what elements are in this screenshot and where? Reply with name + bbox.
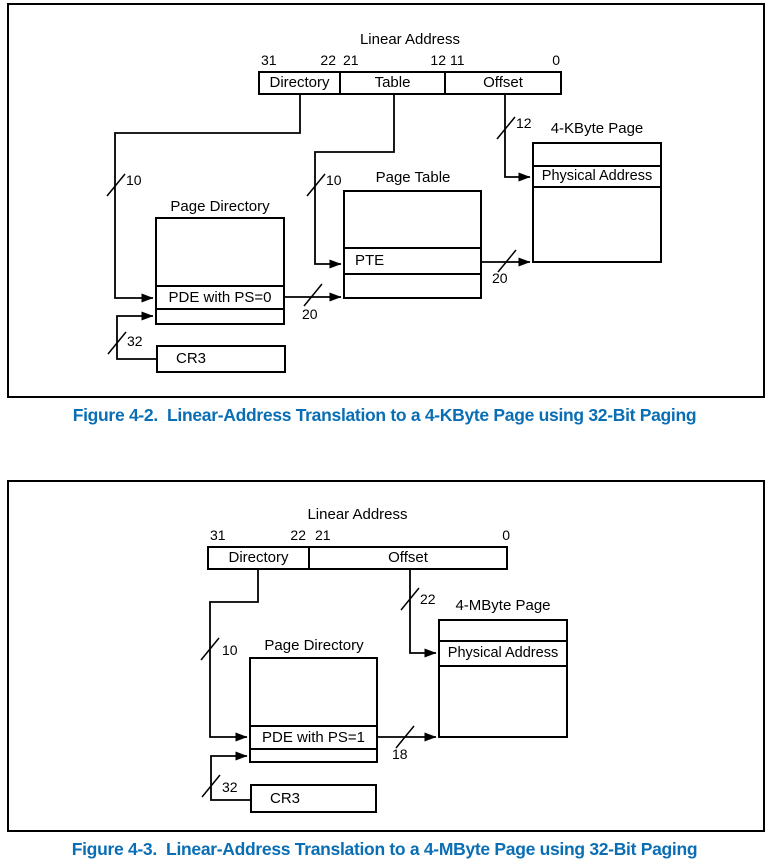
- fig42-buswidth-offset: 12: [516, 115, 532, 131]
- fig42-physical-address-row: Physical Address: [541, 168, 653, 184]
- fig42-buswidth-pde-out: 20: [302, 306, 318, 322]
- fig42-linear-address-title: Linear Address: [359, 31, 461, 48]
- fig42-4kbyte-page-box: [532, 142, 662, 263]
- fig42-pd-divider-bottom: [157, 308, 283, 310]
- fig42-bit-21: 21: [343, 52, 359, 68]
- fig43-linear-address-title: Linear Address: [307, 506, 408, 523]
- fig43-buswidth-pde-out: 18: [392, 746, 408, 762]
- fig42-caption: Figure 4-2. Linear-Address Translation to a 4-KByte Page using 32-Bit Paging: [72, 405, 697, 425]
- fig43-pde-row: PDE with PS=1: [262, 729, 365, 746]
- fig43-cr3-label: CR3: [270, 790, 301, 807]
- fig43-linear-address-box: [207, 546, 508, 570]
- fig43-page-directory-title: Page Directory: [264, 637, 364, 654]
- fig42-bit-22: 22: [320, 52, 336, 68]
- fig43-cr3-box: [250, 784, 377, 813]
- fig43-buswidth-offset: 22: [420, 591, 436, 607]
- fig42-buswidth-pte-out: 20: [492, 270, 508, 286]
- fig42-pt-divider-bottom: [345, 273, 480, 275]
- figure-4-3-frame: [7, 480, 765, 832]
- fig42-field-table: Table: [339, 73, 444, 93]
- fig43-page-title: 4-MByte Page: [455, 597, 551, 614]
- fig42-linear-address-box: [258, 71, 562, 95]
- fig42-pde-row: PDE with PS=0: [168, 289, 272, 306]
- fig42-page-table-box: [343, 190, 482, 299]
- fig42-buswidth-table: 10: [326, 172, 342, 188]
- fig43-page-directory-box: [249, 657, 378, 763]
- fig42-pte-row: PTE: [355, 252, 385, 269]
- fig43-buswidth-cr3: 32: [222, 779, 238, 795]
- fig42-bit-11: 11: [450, 52, 465, 68]
- fig42-cr3-box: [156, 345, 286, 373]
- fig43-physical-address-row: Physical Address: [447, 645, 559, 661]
- fig43-caption: Figure 4-3. Linear-Address Translation to a 4-MByte Page using 32-Bit Paging: [71, 839, 698, 859]
- fig43-field-directory: Directory: [228, 549, 289, 566]
- fig43-pd-divider-bottom: [251, 748, 376, 750]
- fig42-page-table-title: Page Table: [375, 169, 451, 186]
- fig43-field-offset: Offset: [308, 548, 506, 568]
- fig42-bit-31: 31: [261, 52, 277, 68]
- fig42-bit-12: 12: [430, 52, 446, 68]
- fig43-bit-21: 21: [315, 527, 331, 543]
- fig42-field-offset: Offset: [444, 73, 560, 93]
- fig42-cr3-label: CR3: [176, 350, 207, 367]
- fig43-4mbyte-page-box: [438, 619, 568, 738]
- fig42-buswidth-cr3: 32: [127, 333, 143, 349]
- fig43-buswidth-directory: 10: [222, 642, 238, 658]
- fig42-page-title: 4-KByte Page: [550, 120, 644, 137]
- fig42-field-directory: Directory: [269, 74, 330, 91]
- fig42-4kb-divider-bottom: [534, 186, 660, 188]
- fig43-4mb-divider-bottom: [440, 665, 566, 667]
- fig43-bit-22: 22: [290, 527, 306, 543]
- fig42-page-directory-box: [155, 217, 285, 325]
- fig42-bit-0: 0: [552, 52, 560, 68]
- fig42-buswidth-directory: 10: [126, 172, 142, 188]
- fig43-bit-31: 31: [210, 527, 226, 543]
- fig43-bit-0: 0: [502, 527, 510, 543]
- fig42-page-directory-title: Page Directory: [170, 198, 270, 215]
